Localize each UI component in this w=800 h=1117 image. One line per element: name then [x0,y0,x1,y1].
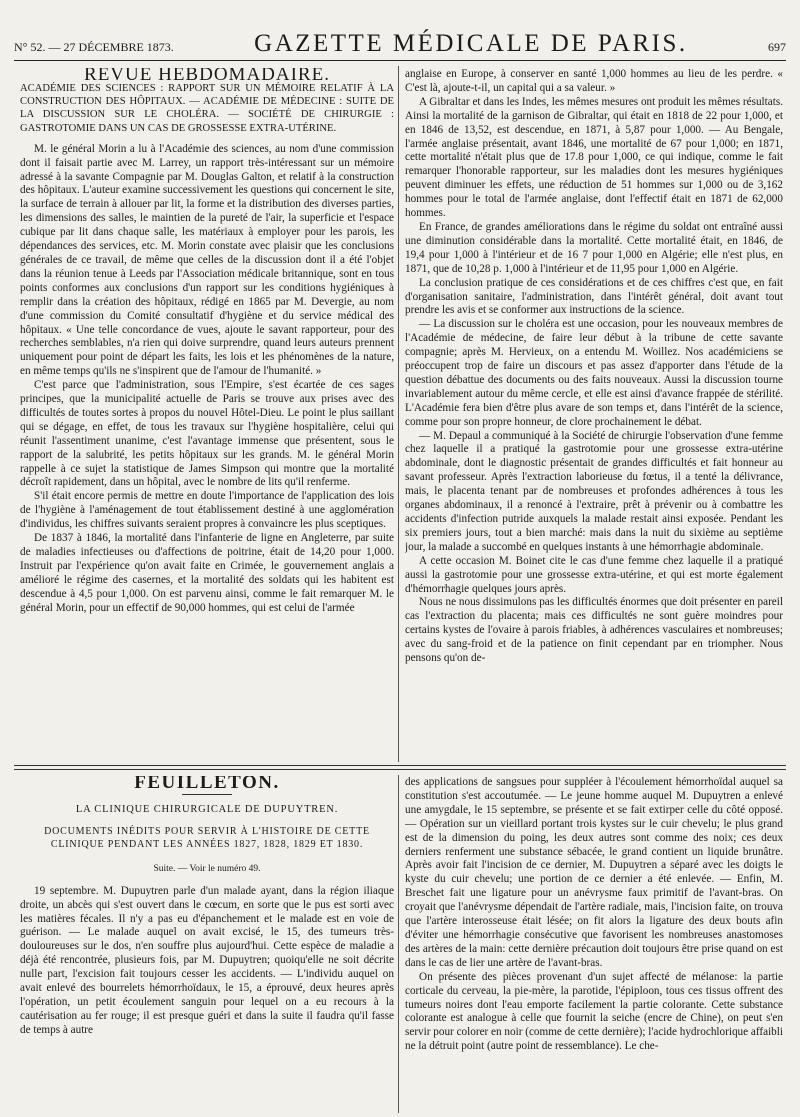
feuilleton-column-left [20,776,394,1114]
paragraph: 19 septembre. M. Dupuytren parle d'un malade ayant, dans la région iliaque droite, un abcès qui s'est ouvert dans le cœcum, en sorte que le pus est sorti avec les matières fécales. Il n'y a pas eu d'épanchement et le malade est en voie de guérison. — Le malade auquel on avait excisé, le 15, des tumeurs très-douloureuses sur le dos, n'en souffre plus aujourd'hui. Cette espèce de maladie a déjà été rencontrée, plusieurs fois, par M. Dupuytren; quoiqu'elle ne soit décrite nulle part, l'excision fait toujours cesser les accidents. — L'individu auquel on avait enlevé des bourrelets hémorrhoïdaux, le 15, a éprouvé, deux heures après l'opération, un petit écoulement sanguin pour lequel on a eu recours à la cautérisation au fer rouge; il est presque guéri et dans la suite il faudra qu'il fasse de temps à autre [20,884,394,1036]
feuilleton-column-right [405,776,783,1114]
paragraph: M. le général Morin a lu à l'Académie des sciences, au nom d'une commission dont il faisait partie avec M. Larrey, un rapport très-intéressant sur un mémoire adressé à la savante Compagnie par M. Douglas Galton, et relatif à la construction des hôpitaux. L'auteur examine successivement les questions qui concernent le site, la surface de terrain à allouer par lit, la forme et la distribution des diverses parties, les dimensions des salles, le maintien de la pureté de l'air, la superficie et l'espace cubique par lit dans chaque salle, les matériaux à employer pour les parois, les dépendances des services, etc. M. Morin constate avec plaisir que les conclusions générales de ce travail, de même que celles de la discussion dont il a été l'objet dans la réunion tenue à Leeds par l'Association médicale britannique, sont en tous points conformes aux conclusions d'un rapport sur les conditions hygiéniques à remplir dans la création des hôpitaux, rédigé en 1865 par M. Devergie, au nom d'une commission du Comité consultatif d'hygiène et du service médical des hôpitaux. « Une telle concordance de vues, ajoute le savant rapporteur, pour des recherches semblables, n'a rien qui doive surprendre, quand leurs auteurs prennent uniquement pour point de départ les faits, les lois et les phénomènes de la nature, en même temps qu'ils ne s'inspirent que de l'amour de l'humanité. » [20,142,394,378]
paragraph: La conclusion pratique de ces considérations et de ces chiffres c'est que, en fait d'organisation sanitaire, l'administration, dans l'intérêt général, doit avant tout prendre les avis et se conformer aux instructions de la science. [405,276,783,317]
paragraph: Nous ne nous dissimulons pas les difficultés énormes que doit présenter en pareil cas l'extraction du placenta; mais ces difficultés ne sont guère moindres pour certains kystes de l'ovaire à parois friables, à adhérences vasculaires et nombreuses; avec du sang-froid et de la patience on finit cependant par en triompher. Nous pensons qu'on de- [405,596,783,665]
feuilleton-title: FEUILLETON. [134,776,280,793]
paragraph: S'il était encore permis de mettre en doute l'importance de l'application des lois de l'hygiène à l'aménagement de tout établissement destiné à une agglomération d'individus, les chiffres suivants seraient propres à convaincre les plus sceptiques. [20,490,394,531]
revue-lead-summary: ACADÉMIE DES SCIENCES : RAPPORT SUR UN MÉMOIRE RELATIF À LA CONSTRUCTION DES HÔPITAUX. — ACADÉMIE DE MÉDECINE : SUITE DE LA DISCUSSION SUR LE CHOLÉRA. — SOCIÉTÉ DE CHIRURGIE : GASTROTOMIE DANS UN CAS DE GROSSESSE EXTRA-UTÉRINE. [20,82,394,134]
paragraph: A Gibraltar et dans les Indes, les mêmes mesures ont produit les mêmes résultats. Ainsi la mortalité de la garnison de Gibraltar, qui était en 1818 de 22 pour 1,000, et en 1846 de 13,52, est descendue, en 1871, à 5,87 pour 1,000. — Au Bengale, l'armée anglaise présentait, avant 1846, une mortalité de 67 pour 1,000; en 1871, cette mortalité n'était plus que de 17.8 pour 1,000, ce qui indique, comme le fait remarquer l'honorable rapporteur, sur les maladies dont les mesures hygiéniques peuvent diminuer les effets, une réduction de 51 hommes sur 1,000 ou de 3,162 hommes pour le total de l'armée anglaise, dont l'effectif était en 1871 de 62,000 hommes. [405,95,783,220]
paragraph: — La discussion sur le choléra est une occasion, pour les nouveaux membres de l'Académie de médecine, de faire leur début à la tribune de cette savante compagnie; après M. Hervieux, on a entendu M. Woillez. Nos académiciens se préoccupent trop de faire un discours et pas assez d'apporter dans l'étude de la question débattue des documents ou des faits nouveaux. Aussi la discussion tourne invariablement autour du même cercle, et elle est ainsi d'avance frappée de stérilité. L'Académie fera bien d'être plus avare de son temps et, dans l'intérêt de la science, comme pour son propre honneur, de clore prochainement le débat. [405,318,783,428]
paragraph: De 1837 à 1846, la mortalité dans l'infanterie de ligne en Angleterre, par suite de maladies infectieuses ou d'affections de poitrine, était de 14,20 pour 1,000. Instruit par l'expérience qu'on avait faite en Crimée, le gouvernement anglais a amélioré le régime des casernes, et la mortalité des soldats qui les habitent est descendue à 4,5 pour 1,000. On est parvenu ainsi, comme le fait remarquer M. le général Morin, pour un effectif de 90,000 hommes, qui est celui de l'armée [20,532,394,614]
paragraph: anglaise en Europe, à conserver en santé 1,000 hommes au lieu de les perdre. « C'est là, ajoute-t-il, un capital qui a sa valeur. » [405,68,783,94]
revue-column-right [405,68,783,760]
paragraph: — M. Depaul a communiqué à la Société de chirurgie l'observation d'une femme chez laquelle il a pratiqué la gastrotomie pour une grossesse extra-utérine abdominale, dont le diagnostic présentait de grandes difficultés et fait honneur au savant professeur. Après l'extraction laborieuse du fœtus, il a tenté la délivrance, mais, le placenta tenant par de nombreuses et profondes adhérences à tous les organes abdominaux, il a renoncé à l'extraire, prêt à prévenir ou à combattre les accidents d'infection putride auxquels la malade restait ainsi exposée. Pendant les six premiers jours, tout a bien marché: mais dans la nuit du sixième au septième jour, la malade a succombé en quelques instants à une hémorrhagie abdominale. [405,429,783,553]
paragraph: A cette occasion M. Boinet cite le cas d'une femme chez laquelle il a pratiqué aussi la gastrotomie pour une grossesse extra-utérine, et qui est morte également d'hémorrhagie quelques jours après. [405,554,783,595]
revue-column-left [20,68,394,760]
issue-number-date: N° 52. — 27 DÉCEMBRE 1873. [14,40,174,54]
newspaper-title: GAZETTE MÉDICALE DE PARIS. [254,30,688,57]
column-divider [398,66,399,762]
page-number: 697 [767,40,786,54]
masthead [14,30,786,61]
column-divider [398,775,399,1113]
title-rule [182,794,232,795]
feuilleton-continuation-note: Suite. — Voir le numéro 49. [153,863,261,874]
feuilleton-divider [14,765,786,770]
paragraph: En France, de grandes améliorations dans le régime du soldat ont entraîné aussi une diminution considérable dans la mortalité. Cette mortalité était, en 1846, de 19,4 pour 1,000 à l'intérieur et de 16 7 pour 1,000 en Algérie; elle n'est plus, en 1871, que de 10,28 p. 1,000 à l'intérieur et de 11,95 pour 1,000 en Algérie. [405,220,783,275]
paragraph: des applications de sangsues pour suppléer à l'écoulement hémorrhoïdal auquel sa constitution s'est accoutumée. — Le jeune homme auquel M. Dupuytren a enlevé une amygdale, le 15 septembre, se présente et se fait extirper celle du côté opposé. — Opération sur un vieillard portant trois kystes sur le cuir chevelu; le plus grand est de la dimension du poing, les deux autres sont comme des noix; ces deux derniers renferment une substance sébacée, le grand contient un liquide brunâtre. Après avoir fait l'incision de ce dernier, M. Dupuytren a séparé avec les doigts le kyste du cuir chevelu; une portion de ce dernier a été enlevée. — Enfin, M. Breschet fait une ligature pour un anévrysme faux primitif de l'avant-bras. On croyait que l'anévrysme dépendait de l'artère radiale, mais, l'incision faite, on trouva que l'artère interosseuse était lésée; on fit alors la ligature des deux bouts afin d'éviter une hémorrhagie consécutive que favorisent les nombreuses anastomoses des artères de la main: cette dernière précaution doit toujours être prise quand on est dans le cas de lier une artère de l'avant-bras. [405,776,783,969]
feuilleton-documents-heading: DOCUMENTS INÉDITS POUR SERVIR À L'HISTOIRE DE CETTE CLINIQUE PENDANT LES ANNÉES 1827, 1828, 1829 ET 1830. [44,825,370,850]
feuilleton-subtitle: LA CLINIQUE CHIRURGICALE DE DUPUYTREN. [75,803,339,815]
paragraph: On présente des pièces provenant d'un sujet affecté de mélanose: la partie corticale du cerveau, la pie-mère, la parotide, l'épiploon, tous ces tissus offrent des tumeurs noires dont l'eau emporte facilement la partie colorante. Cette substance colorante est analogue à celle que fournit la seiche (encre de Chine), on peut s'en servir pour colorer en noir (comme de cette dernière); l'acide hydrochlorique affaibli ne la détruit point (autre point de ressemblance). Le che- [405,970,783,1053]
paragraph: C'est parce que l'administration, sous l'Empire, s'est écartée de ces sages principes, que la municipalité actuelle de Paris se trouve aux prises avec des difficultés de toutes sortes à propos du nouvel Hôtel-Dieu. Le point le plus saillant qui se dégage, en effet, de tous les travaux sur l'hygiène hospitalière, celui qui réunit l'assentiment unanime, c'est l'avantage immense que présentent, sous le rapport de la salubrité, les petits hôpitaux sur les grands. M. le général Morin rappelle à ce sujet la statistique de James Simpson qui montre que la mortalité décroît rapidement, dans un hôpital, avec le nombre de lits qu'il renferme. [20,379,394,489]
revue-title: REVUE HEBDOMADAIRE. [84,68,330,85]
